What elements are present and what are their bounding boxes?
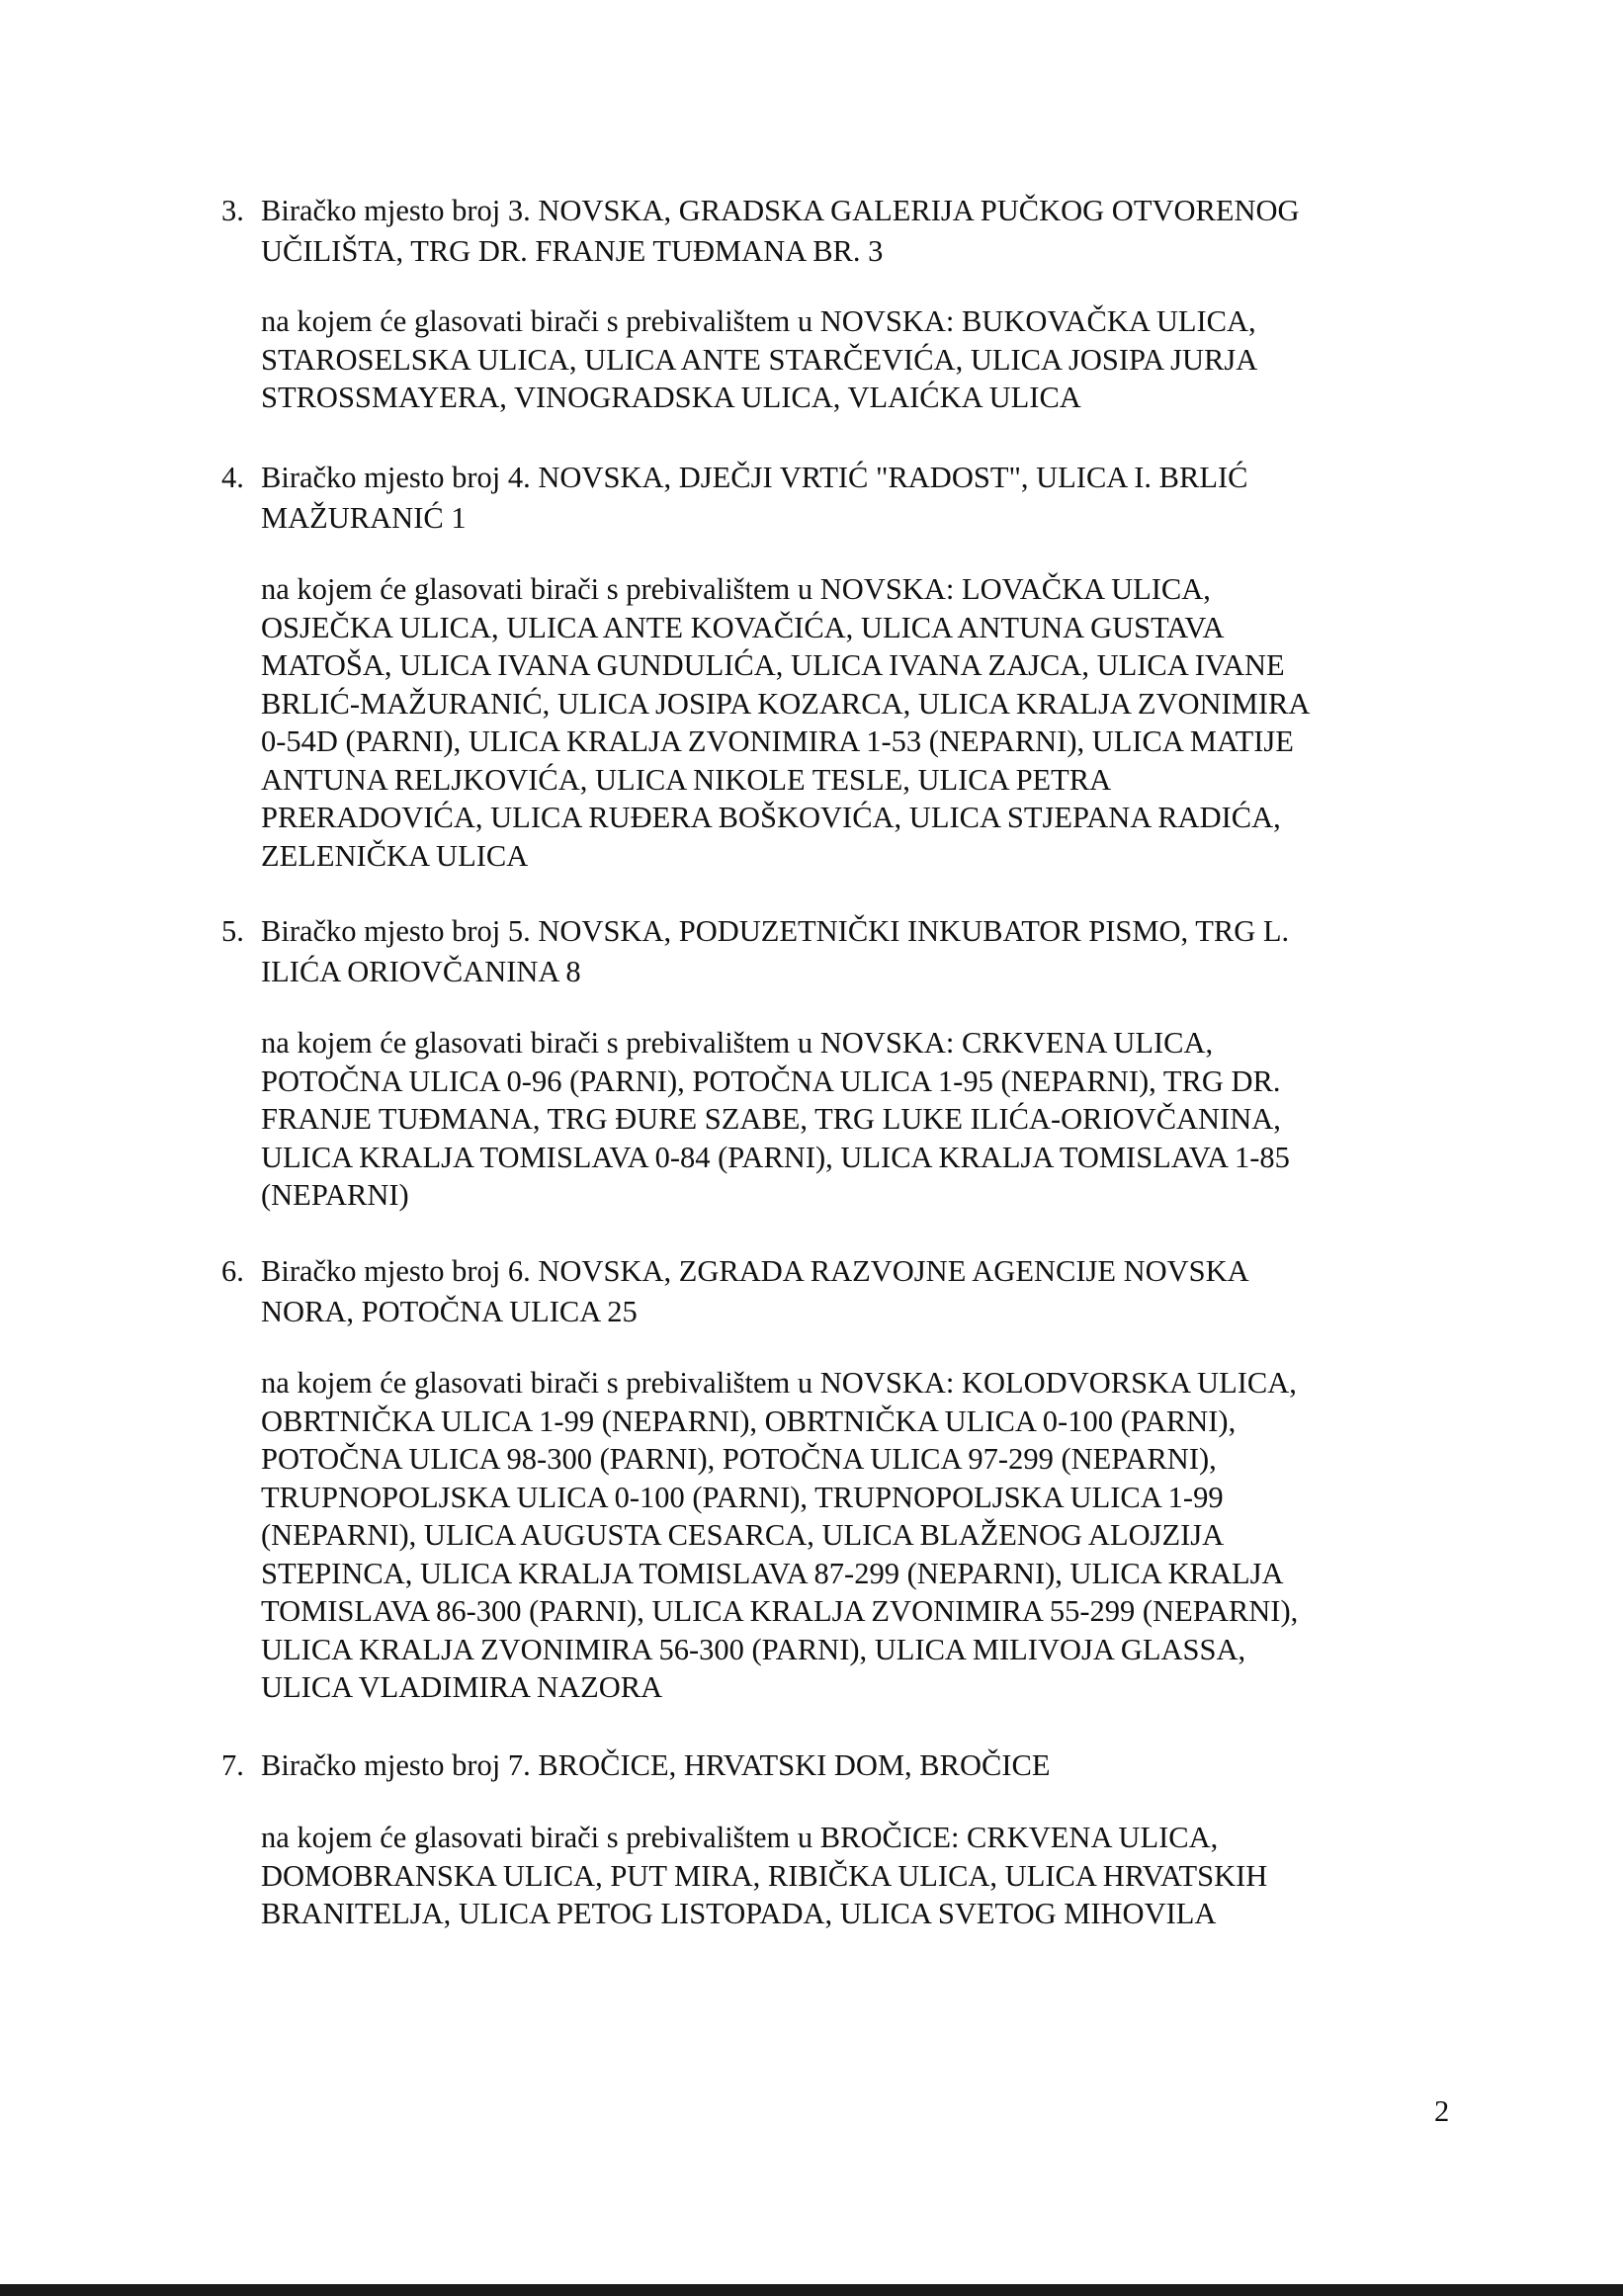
- polling-station-heading: [221, 1251, 1437, 1332]
- body-line: na kojem će glasovati birači s prebivalištem u NOVSKA: CRKVENA ULICA,: [261, 1026, 1214, 1060]
- body-line: na kojem će glasovati birači s prebivalištem u BROČICE: CRKVENA ULICA,: [261, 1821, 1219, 1854]
- body-line: OSJEČKA ULICA, ULICA ANTE KOVAČIĆA, ULICA ANTUNA GUSTAVA: [261, 610, 1225, 644]
- heading-line: 4. Biračko mjesto broj 4. NOVSKA, DJEČJI VRTIĆ "RADOST", ULICA I. BRLIĆ: [221, 458, 1437, 498]
- heading-line: MAŽURANIĆ 1: [261, 501, 467, 535]
- heading-line: UČILIŠTA, TRG DR. FRANJE TUĐMANA BR. 3: [261, 234, 884, 268]
- body-line: ULICA VLADIMIRA NAZORA: [261, 1670, 663, 1704]
- body-line: POTOČNA ULICA 98-300 (PARNI), POTOČNA ULICA 97-299 (NEPARNI),: [261, 1442, 1217, 1476]
- entry-number: 4.: [221, 461, 244, 494]
- polling-station-streets: [261, 1819, 1447, 1933]
- body-line: STAROSELSKA ULICA, ULICA ANTE STARČEVIĆA, ULICA JOSIPA JURJA: [261, 342, 1258, 377]
- heading-line: 5. Biračko mjesto broj 5. NOVSKA, PODUZETNIČKI INKUBATOR PISMO, TRG L.: [221, 911, 1437, 952]
- entry-number: 7.: [221, 1748, 244, 1782]
- body-line: STEPINCA, ULICA KRALJA TOMISLAVA 87-299 (NEPARNI), ULICA KRALJA: [261, 1556, 1284, 1590]
- body-line: ZELENIČKA ULICA: [261, 838, 529, 873]
- body-line: BRLIĆ-MAŽURANIĆ, ULICA JOSIPA KOZARCA, ULICA KRALJA ZVONIMIRA: [261, 686, 1311, 721]
- body-line: ANTUNA RELJKOVIĆA, ULICA NIKOLE TESLE, ULICA PETRA: [261, 762, 1112, 797]
- entry-number: 6.: [221, 1254, 244, 1288]
- polling-station-heading: [221, 911, 1437, 992]
- scan-border: [0, 2284, 1623, 2296]
- polling-station-streets: [261, 1024, 1447, 1215]
- body-line: ULICA KRALJA TOMISLAVA 0-84 (PARNI), ULICA KRALJA TOMISLAVA 1-85: [261, 1140, 1290, 1174]
- body-line: MATOŠA, ULICA IVANA GUNDULIĆA, ULICA IVANA ZAJCA, ULICA IVANE: [261, 648, 1285, 682]
- body-line: (NEPARNI): [261, 1178, 409, 1212]
- entry-number: 3.: [221, 194, 244, 227]
- polling-station-streets: [261, 570, 1447, 875]
- polling-station-streets: [261, 302, 1447, 417]
- body-line: na kojem će glasovati birači s prebivalištem u NOVSKA: LOVAČKA ULICA,: [261, 572, 1211, 606]
- body-line: ULICA KRALJA ZVONIMIRA 56-300 (PARNI), ULICA MILIVOJA GLASSA,: [261, 1632, 1246, 1666]
- page-number: 2: [1434, 2094, 1450, 2128]
- polling-station-streets: [261, 1364, 1447, 1707]
- body-line: PRERADOVIĆA, ULICA RUĐERA BOŠKOVIĆA, ULICA STJEPANA RADIĆA,: [261, 801, 1281, 834]
- heading-line: NORA, POTOČNA ULICA 25: [261, 1295, 638, 1328]
- body-line: POTOČNA ULICA 0-96 (PARNI), POTOČNA ULICA 1-95 (NEPARNI), TRG DR.: [261, 1063, 1281, 1098]
- body-line: STROSSMAYERA, VINOGRADSKA ULICA, VLAIĆKA ULICA: [261, 381, 1081, 414]
- heading-line: 7. Biračko mjesto broj 7. BROČICE, HRVATSKI DOM, BROČICE: [221, 1745, 1437, 1786]
- body-line: na kojem će glasovati birači s prebivalištem u NOVSKA: KOLODVORSKA ULICA,: [261, 1366, 1297, 1400]
- body-line: FRANJE TUĐMANA, TRG ĐURE SZABE, TRG LUKE ILIĆA-ORIOVČANINA,: [261, 1102, 1281, 1136]
- entry-number: 5.: [221, 914, 244, 948]
- body-line: TRUPNOPOLJSKA ULICA 0-100 (PARNI), TRUPNOPOLJSKA ULICA 1-99: [261, 1480, 1224, 1514]
- heading-line: 3. Biračko mjesto broj 3. NOVSKA, GRADSKA GALERIJA PUČKOG OTVORENOG: [221, 191, 1437, 231]
- body-line: na kojem će glasovati birači s prebivalištem u NOVSKA: BUKOVAČKA ULICA,: [261, 304, 1256, 338]
- polling-station-heading: [221, 458, 1437, 539]
- body-line: OBRTNIČKA ULICA 1-99 (NEPARNI), OBRTNIČKA ULICA 0-100 (PARNI),: [261, 1403, 1237, 1438]
- body-line: (NEPARNI), ULICA AUGUSTA CESARCA, ULICA BLAŽENOG ALOJZIJA: [261, 1518, 1225, 1552]
- polling-station-heading: [221, 1745, 1437, 1786]
- heading-line: ILIĆA ORIOVČANINA 8: [261, 955, 581, 988]
- body-line: DOMOBRANSKA ULICA, PUT MIRA, RIBIČKA ULICA, ULICA HRVATSKIH: [261, 1858, 1268, 1893]
- body-line: BRANITELJA, ULICA PETOG LISTOPADA, ULICA SVETOG MIHOVILA: [261, 1897, 1217, 1930]
- polling-station-heading: [221, 191, 1437, 272]
- body-line: 0-54D (PARNI), ULICA KRALJA ZVONIMIRA 1-53 (NEPARNI), ULICA MATIJE: [261, 724, 1294, 758]
- heading-line: 6. Biračko mjesto broj 6. NOVSKA, ZGRADA RAZVOJNE AGENCIJE NOVSKA: [221, 1251, 1437, 1292]
- body-line: TOMISLAVA 86-300 (PARNI), ULICA KRALJA ZVONIMIRA 55-299 (NEPARNI),: [261, 1594, 1299, 1628]
